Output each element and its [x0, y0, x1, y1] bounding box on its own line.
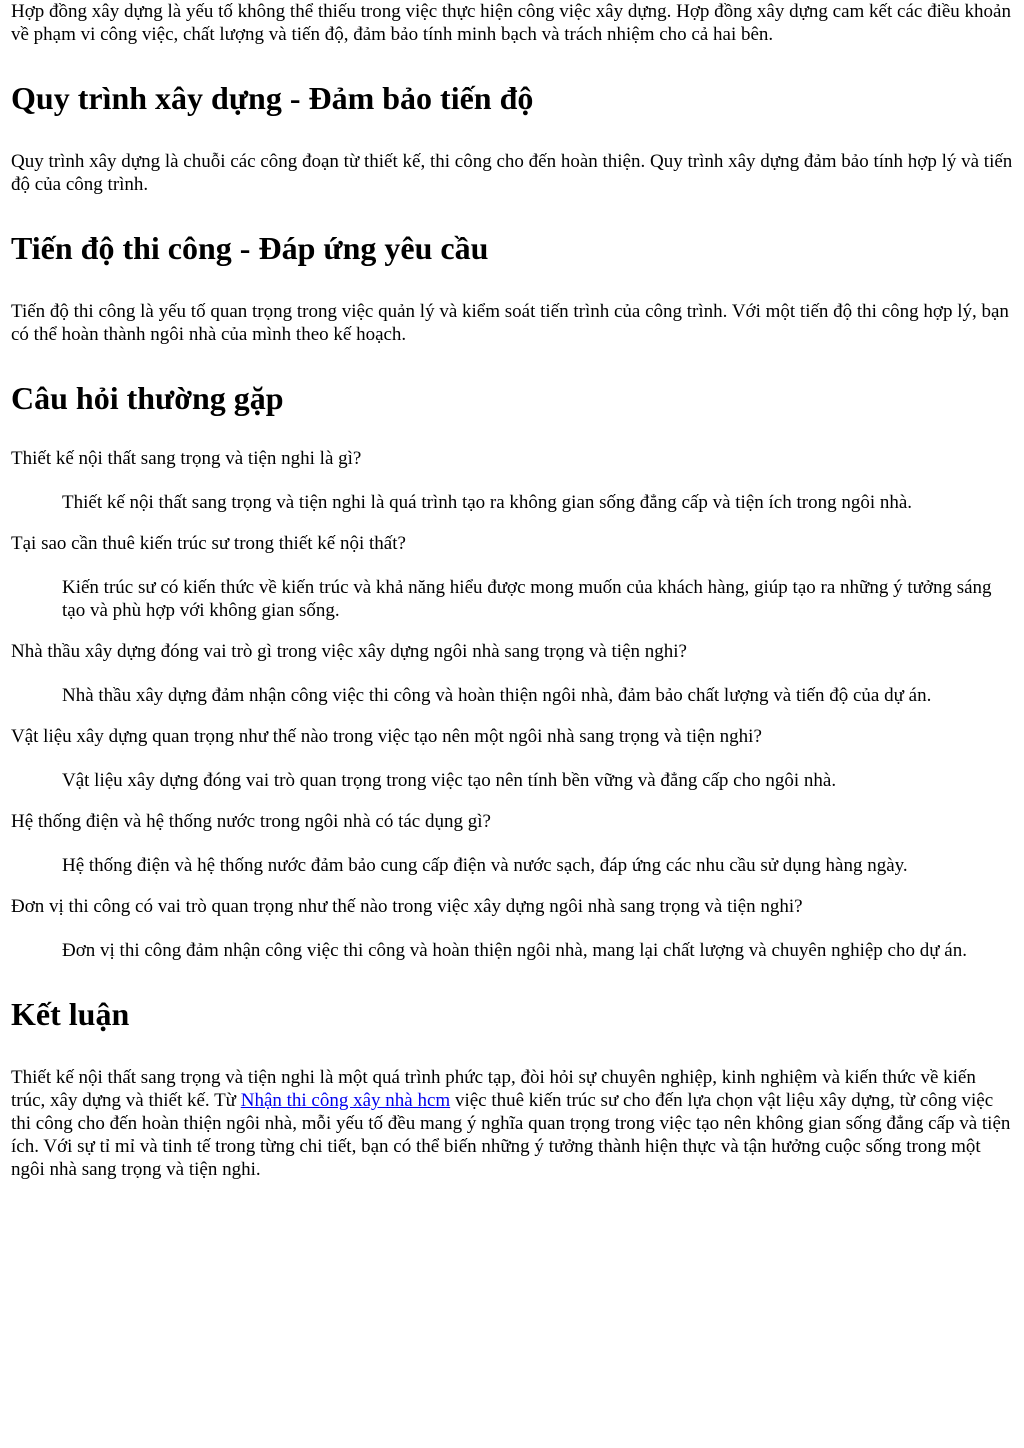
faq-answer: Nhà thầu xây dựng đảm nhận công việc thi công và hoàn thiện ngôi nhà, đảm bảo chất lượng và tiến độ của dự án.: [62, 685, 932, 706]
faq-answer: Đơn vị thi công đảm nhận công việc thi công và hoàn thiện ngôi nhà, mang lại chất lượng và chuyên nghiệp cho dự án.: [62, 940, 967, 961]
process-paragraph: Quy trình xây dựng là chuỗi các công đoạn từ thiết kế, thi công cho đến hoàn thiện. Quy trình xây dựng đảm bảo tính hợp lý và tiến độ của công trình.: [11, 151, 1013, 195]
heading-process: Quy trình xây dựng - Đảm bảo tiến độ: [11, 80, 534, 116]
faq-answer: Vật liệu xây dựng đóng vai trò quan trọng trong việc tạo nên tính bền vững và đẳng cấp cho ngôi nhà.: [62, 770, 837, 791]
faq-list: [11, 447, 1014, 962]
faq-question: Hệ thống điện và hệ thống nước trong ngôi nhà có tác dụng gì?: [11, 811, 491, 832]
conclusion-paragraph: [11, 1066, 1014, 1181]
heading-conclusion: Kết luận: [11, 996, 130, 1032]
faq-question: Đơn vị thi công có vai trò quan trọng như thế nào trong việc xây dựng ngôi nhà sang trọng và tiện nghi?: [11, 896, 803, 917]
faq-question: Tại sao cần thuê kiến trúc sư trong thiết kế nội thất?: [11, 533, 406, 554]
conclusion-text-after-link: việc thuê kiến trúc sư cho đến lựa chọn vật liệu xây dựng, từ công việc thi công cho đến hoàn thiện ngôi nhà, mỗi yếu tố đều mang ý nghĩa quan trọng trong việc tạo nên không gian sống đẳng cấp và tiện ích. Với sự tỉ mỉ và tinh tế trong từng chi tiết, bạn có thể biến những ý tưởng thành hiện thực và tận hưởng cuộc sống trong một ngôi nhà sang trọng và tiện nghi.: [11, 1090, 1011, 1180]
conclusion-text-before-link: Thiết kế nội thất sang trọng và tiện nghi là một quá trình phức tạp, đòi hỏi sự chuyên nghiệp, kinh nghiệm và kiến thức về kiến trúc, xây dựng và thiết kế. Từ: [11, 1067, 976, 1111]
faq-answer: Kiến trúc sư có kiến thức về kiến trúc và khả năng hiểu được mong muốn của khách hàng, giúp tạo ra những ý tưởng sáng tạo và phù hợp với không gian sống.: [62, 577, 992, 621]
heading-schedule: Tiến độ thi công - Đáp ứng yêu cầu: [11, 230, 489, 266]
faq-question: Thiết kế nội thất sang trọng và tiện nghi là gì?: [11, 448, 362, 469]
faq-question: Vật liệu xây dựng quan trọng như thế nào trong việc tạo nên một ngôi nhà sang trọng và tiện nghi?: [11, 726, 762, 747]
intro-paragraph: Hợp đồng xây dựng là yếu tố không thể thiếu trong việc thực hiện công việc xây dựng. Hợp đồng xây dựng cam kết các điều khoản về phạm vi công việc, chất lượng và tiến độ, đảm bảo tính minh bạch và trách nhiệm cho cả hai bên.: [11, 1, 1011, 45]
faq-answer: Hệ thống điện và hệ thống nước đảm bảo cung cấp điện và nước sạch, đáp ứng các nhu cầu sử dụng hàng ngày.: [62, 855, 908, 876]
schedule-paragraph: Tiến độ thi công là yếu tố quan trọng trong việc quản lý và kiểm soát tiến trình của công trình. Với một tiến độ thi công hợp lý, bạn có thể hoàn thành ngôi nhà của mình theo kế hoạch.: [11, 301, 1009, 345]
construction-service-link[interactable]: Nhận thi công xây nhà hcm: [240, 1090, 451, 1111]
faq-question: Nhà thầu xây dựng đóng vai trò gì trong việc xây dựng ngôi nhà sang trọng và tiện nghi?: [11, 641, 687, 662]
heading-faq: Câu hỏi thường gặp: [11, 380, 284, 416]
faq-answer: Thiết kế nội thất sang trọng và tiện nghi là quá trình tạo ra không gian sống đẳng cấp và tiện ích trong ngôi nhà.: [62, 492, 913, 513]
